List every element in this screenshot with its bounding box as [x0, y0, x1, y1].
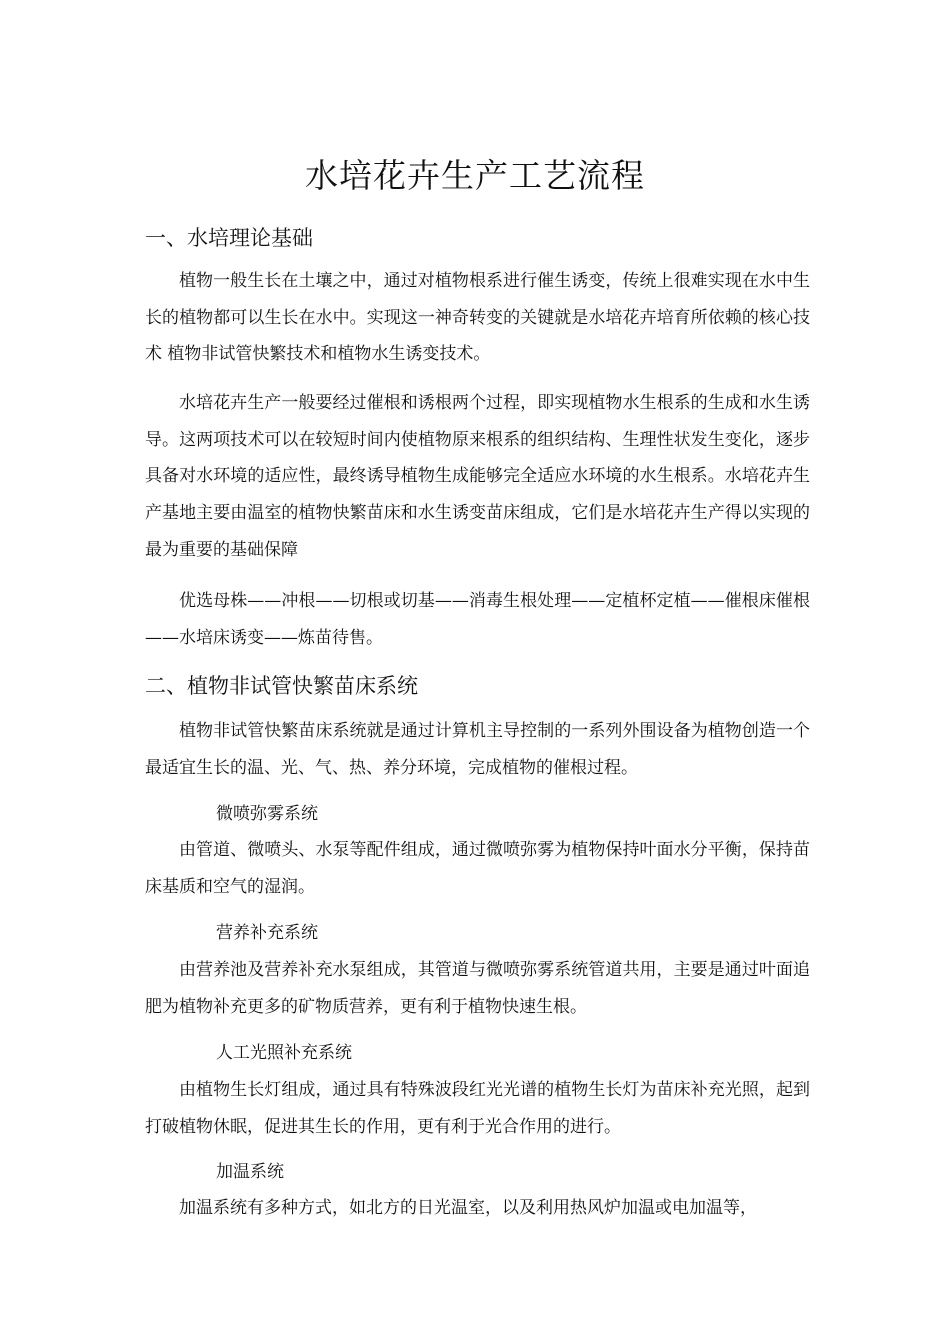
section-heading-1: 一、水培理论基础	[145, 226, 313, 250]
subsection-title: 加温系统	[216, 1162, 284, 1182]
paragraph: 植物非试管快繁苗床系统就是通过计算机主导控制的一系列外围设备为植物创造一个最适宜生长的温、光、气、热、养分环境，完成植物的催根过程。	[145, 721, 810, 778]
paragraph: 由管道、微喷头、水泵等配件组成，通过微喷弥雾为植物保持叶面水分平衡，保持苗床基质和空气的湿润。	[145, 840, 810, 897]
paragraph: 加温系统有多种方式，如北方的日光温室，以及利用热风炉加温或电加温等，	[179, 1198, 757, 1218]
document-title: 水培花卉生产工艺流程	[305, 156, 645, 195]
subsection-title: 人工光照补充系统	[216, 1043, 352, 1063]
subsection-title: 营养补充系统	[216, 923, 318, 943]
process-flow-paragraph: 优选母株——冲根——切根或切基——消毒生根处理——定植杯定植——催根床催根——水培床诱变——炼苗待售。	[145, 591, 810, 648]
subsection-title: 微喷弥雾系统	[216, 804, 318, 824]
paragraph: 植物一般生长在土壤之中，通过对植物根系进行催生诱变，传统上很难实现在水中生长的植物都可以生长在水中。实现这一神奇转变的关键就是水培花卉培育所依赖的核心技术 植物非试管快繁技术和植物水生诱变技术。	[145, 271, 810, 365]
section-heading-2: 二、植物非试管快繁苗床系统	[145, 674, 418, 698]
paragraph: 由营养池及营养补充水泵组成，其管道与微喷弥雾系统管道共用，主要是通过叶面追肥为植物补充更多的矿物质营养，更有利于植物快速生根。	[145, 960, 810, 1017]
paragraph: 由植物生长灯组成，通过具有特殊波段红光光谱的植物生长灯为苗床补充光照，起到打破植物休眠，促进其生长的作用，更有利于光合作用的进行。	[145, 1080, 810, 1137]
paragraph: 水培花卉生产一般要经过催根和诱根两个过程，即实现植物水生根系的生成和水生诱导。这两项技术可以在较短时间内使植物原来根系的组织结构、生理性状发生变化，逐步具备对水环境的适应性，最终诱导植物生成能够完全适应水环境的水生根系。水培花卉生产基地主要由温室的植物快繁苗床和水生诱变苗床组成，它们是水培花卉生产得以实现的最为重要的基础保障	[145, 393, 810, 560]
